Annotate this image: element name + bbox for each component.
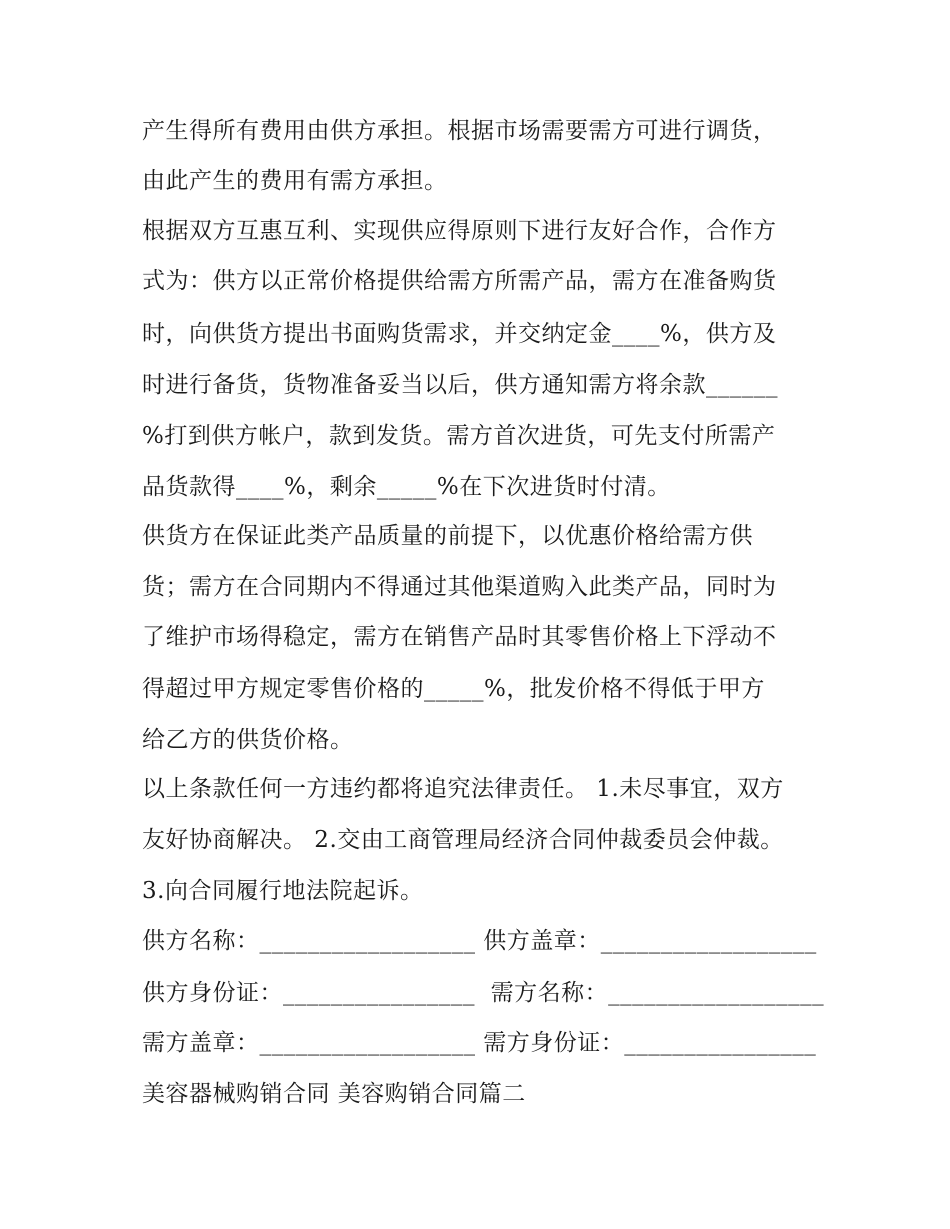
paragraph-line: 给乙方的供货价格。 — [142, 727, 354, 753]
section-heading: 美容器械购销合同 美容购销合同篇二 — [142, 1081, 526, 1107]
signature-line: 需方盖章：__________________ 需方身份证：________________ — [142, 1030, 817, 1056]
paragraph-line: %打到供方帐户，款到发货。需方首次进货，可先支付所需产 — [142, 423, 776, 449]
paragraph-line: 得超过甲方规定零售价格的_____%，批发价格不得低于甲方 — [142, 676, 765, 702]
paragraph-line: 产生得所有费用由供方承担。根据市场需要需方可进行调货， — [142, 118, 777, 144]
paragraph-line: 由此产生的费用有需方承担。 — [142, 168, 448, 194]
paragraph-line: 以上条款任何一方违约都将追究法律责任。 1.未尽事宜，双方 — [142, 776, 784, 802]
paragraph-line: 根据双方互惠互利、实现供应得原则下进行友好合作，合作方 — [142, 218, 777, 244]
paragraph-line: 品货款得____%，剩余_____%在下次进货时付清。 — [142, 474, 671, 500]
paragraph-line: 供货方在保证此类产品质量的前提下，以优惠价格给需方供 — [142, 523, 753, 549]
paragraph-line: 友好协商解决。 2.交由工商管理局经济合同仲裁委员会仲裁。 — [142, 827, 784, 853]
signature-line: 供方身份证：________________ 需方名称：__________________ — [142, 980, 825, 1006]
paragraph-line: 时进行备货，货物准备妥当以后，供方通知需方将余款______ — [142, 372, 778, 398]
paragraph-line: 时，向供货方提出书面购货需求，并交纳定金____%，供方及 — [142, 321, 777, 347]
paragraph-line: 式为：供方以正常价格提供给需方所需产品，需方在准备购货 — [142, 268, 777, 294]
paragraph-line: 3.向合同履行地法院起诉。 — [142, 878, 424, 904]
signature-line: 供方名称：__________________ 供方盖章：__________________ — [142, 928, 817, 954]
paragraph-line: 货；需方在合同期内不得通过其他渠道购入此类产品，同时为 — [142, 574, 777, 600]
paragraph-line: 了维护市场得稳定，需方在销售产品时其零售价格上下浮动不 — [142, 624, 777, 650]
